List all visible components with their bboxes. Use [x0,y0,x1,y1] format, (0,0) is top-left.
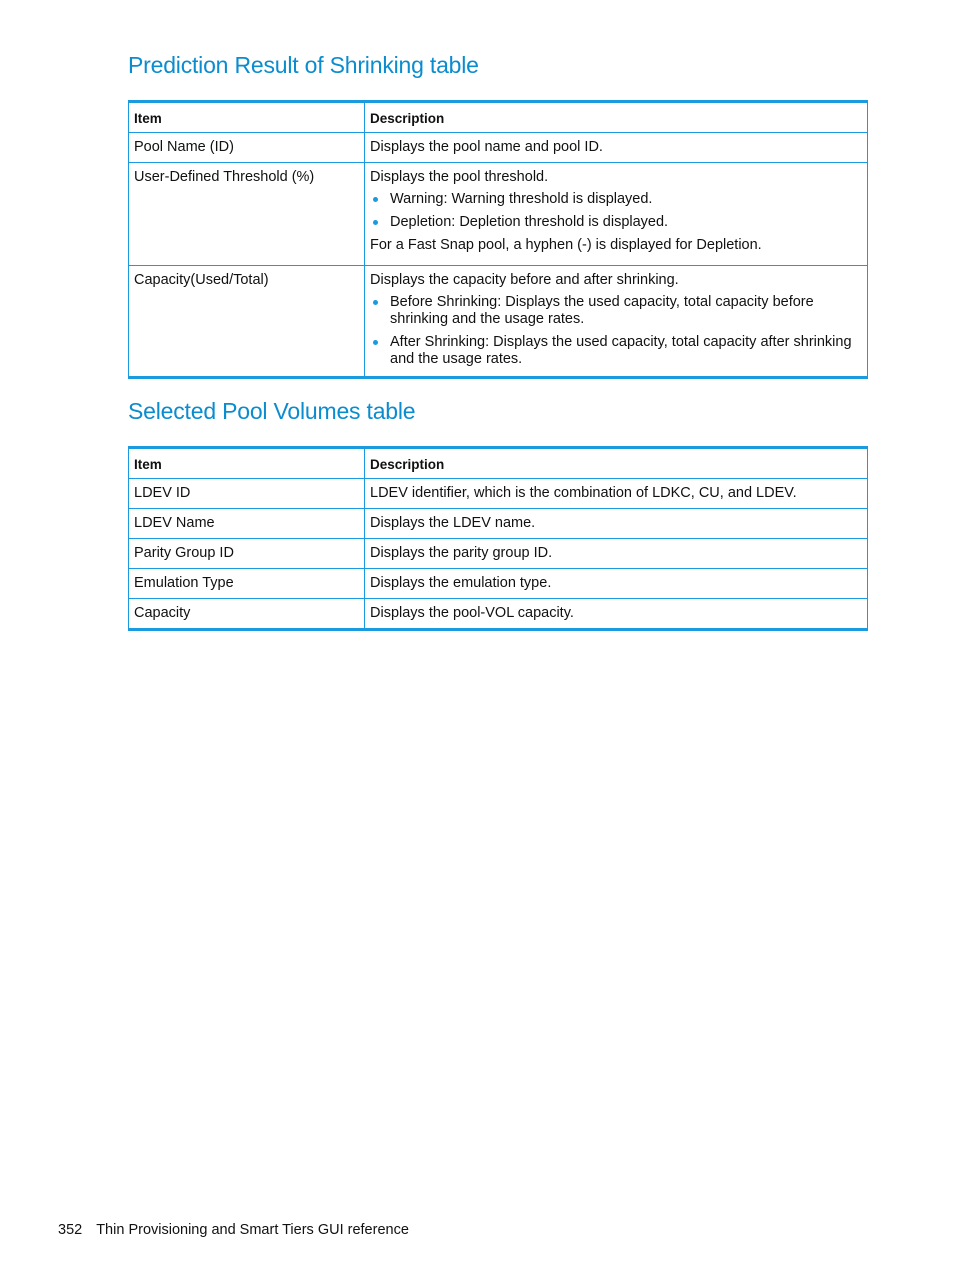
table-row [129,479,868,509]
bullet-text: Warning: Warning threshold is displayed. [390,191,653,207]
column-header-item: Item [129,102,365,133]
description-text: Displays the pool threshold. [370,169,549,185]
table-row [129,509,868,539]
item-cell: LDEV Name [129,509,365,539]
bullet-list [370,191,862,231]
footer-title: Thin Provisioning and Smart Tiers GUI reference [96,1222,409,1238]
bullet-icon [373,300,378,305]
table-header-row [129,448,868,479]
item-cell: Parity Group ID [129,539,365,569]
bullet-list [370,294,862,368]
item-cell: Pool Name (ID) [129,133,365,163]
table-row [129,133,868,163]
column-header-description: Description [365,102,868,133]
description-cell: Displays the emulation type. [365,569,868,599]
description-cell [365,266,868,378]
table-row [129,599,868,630]
description-cell: LDEV identifier, which is the combination of LDKC, CU, and LDEV. [365,479,868,509]
item-cell: LDEV ID [129,479,365,509]
section-title-selected-pool-volumes: Selected Pool Volumes table [128,398,416,424]
bullet-icon [373,340,378,345]
description-note: For a Fast Snap pool, a hyphen (-) is displayed for Depletion. [370,237,762,253]
description-cell: Displays the LDEV name. [365,509,868,539]
table-row [129,163,868,266]
bullet-item [370,191,862,208]
table-row [129,266,868,378]
description-text: Displays the capacity before and after shrinking. [370,272,679,288]
item-cell: Capacity [129,599,365,630]
description-cell: Displays the pool name and pool ID. [365,133,868,163]
page-footer [58,1222,409,1238]
bullet-item [370,294,862,328]
bullet-icon [373,220,378,225]
description-cell: Displays the pool-VOL capacity. [365,599,868,630]
section-title-prediction-result: Prediction Result of Shrinking table [128,52,479,78]
bullet-item [370,214,862,231]
table-row [129,569,868,599]
item-cell: Capacity(Used/Total) [129,266,365,378]
bullet-icon [373,197,378,202]
bullet-text: Before Shrinking: Displays the used capacity, total capacity before shrinking and the usage rates. [390,294,814,327]
bullet-item [370,334,862,368]
table-header-row [129,102,868,133]
column-header-description: Description [365,448,868,479]
bullet-text: Depletion: Depletion threshold is displayed. [390,214,669,230]
prediction-result-table [128,100,868,379]
page-number: 352 [58,1222,83,1238]
item-cell: User-Defined Threshold (%) [129,163,365,266]
item-cell: Emulation Type [129,569,365,599]
description-cell [365,163,868,266]
selected-pool-volumes-table [128,446,868,631]
column-header-item: Item [129,448,365,479]
description-cell: Displays the parity group ID. [365,539,868,569]
bullet-text: After Shrinking: Displays the used capacity, total capacity after shrinking and the usage rates. [390,334,852,367]
table-row [129,539,868,569]
